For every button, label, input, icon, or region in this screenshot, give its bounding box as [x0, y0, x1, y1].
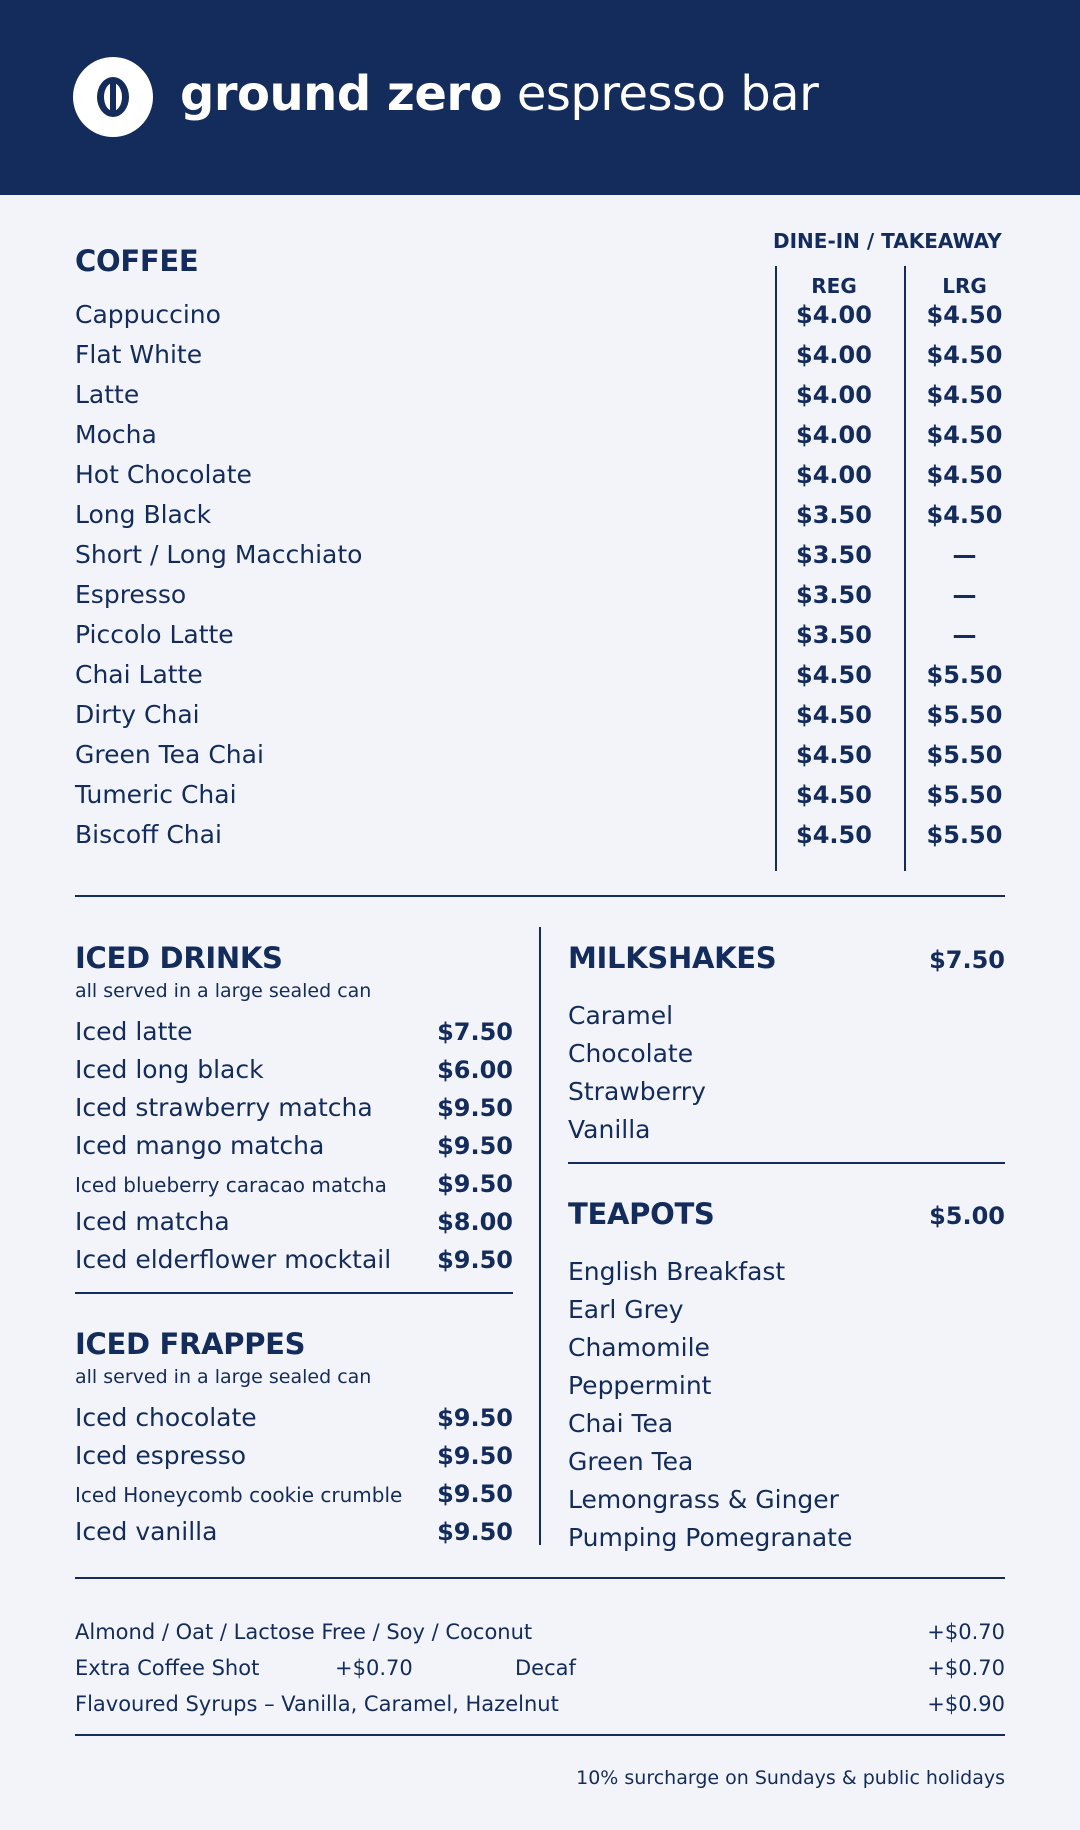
iced-drink-price: $8.00 [437, 1208, 513, 1236]
coffee-item-lrg-price: — [952, 621, 977, 649]
iced-drink-name: Iced matcha [75, 1207, 230, 1236]
syrups-label: Flavoured Syrups – Vanilla, Caramel, Hazelnut [75, 1692, 559, 1716]
coffee-item-reg-price: $4.00 [796, 341, 872, 369]
coffee-item-lrg-price: $4.50 [926, 421, 1003, 449]
coffee-item-lrg-price: $4.50 [926, 301, 1003, 329]
coffee-title: COFFEE [75, 244, 199, 278]
coffee-item-name: Espresso [75, 580, 187, 609]
coffee-item-lrg-price: $5.50 [926, 781, 1003, 809]
coffee-item-name: Short / Long Macchiato [75, 540, 363, 569]
extra-shot-label: Extra Coffee Shot [75, 1656, 260, 1680]
milkshakes-title: MILKSHAKES [568, 941, 777, 975]
teapots-price: $5.00 [929, 1202, 1005, 1230]
iced-frappe-price: $9.50 [437, 1518, 513, 1546]
milkshake-item: Strawberry [568, 1077, 706, 1106]
coffee-item-name: Long Black [75, 500, 212, 529]
teapot-item: Lemongrass & Ginger [568, 1485, 839, 1514]
coffee-item-lrg-price: $4.50 [926, 501, 1003, 529]
extra-shot-price: +$0.70 [335, 1656, 413, 1680]
iced-drink-price: $6.00 [437, 1056, 513, 1084]
coffee-col-divider-left [775, 266, 777, 871]
coffee-item-lrg-price: — [952, 541, 977, 569]
iced-drink-price: $9.50 [437, 1094, 513, 1122]
iced-drinks-title: ICED DRINKS [75, 941, 283, 975]
coffee-item-name: Chai Latte [75, 660, 203, 689]
milkshakes-price: $7.50 [929, 946, 1005, 974]
syrups-price: +$0.90 [927, 1692, 1005, 1716]
iced-drink-name: Iced elderflower mocktail [75, 1245, 392, 1274]
coffee-item-name: Tumeric Chai [75, 780, 237, 809]
milk-options-price: +$0.70 [927, 1620, 1005, 1644]
coffee-item-reg-price: $4.50 [796, 781, 872, 809]
coffee-item-lrg-price: $4.50 [926, 461, 1003, 489]
milkshake-item: Caramel [568, 1001, 674, 1030]
divider-iced-drinks [75, 1292, 513, 1294]
coffee-item-lrg-price: $5.50 [926, 821, 1003, 849]
iced-drink-price: $7.50 [437, 1018, 513, 1046]
coffee-item-lrg-price: $4.50 [926, 381, 1003, 409]
teapot-item: English Breakfast [568, 1257, 786, 1286]
coffee-item-lrg-price: $5.50 [926, 661, 1003, 689]
coffee-item-lrg-price: $4.50 [926, 341, 1003, 369]
coffee-item-reg-price: $4.00 [796, 301, 872, 329]
surcharge-note: 10% surcharge on Sundays & public holidays [576, 1767, 1005, 1789]
iced-drink-name: Iced mango matcha [75, 1131, 325, 1160]
iced-drink-name: Iced long black [75, 1055, 264, 1084]
iced-drink-price: $9.50 [437, 1170, 513, 1198]
iced-frappe-name: Iced Honeycomb cookie crumble [75, 1483, 403, 1507]
brand-tagline: espresso bar [516, 66, 819, 122]
teapot-item: Pumping Pomegranate [568, 1523, 853, 1552]
divider-extras [75, 1734, 1005, 1736]
coffee-item-reg-price: $4.00 [796, 381, 872, 409]
coffee-item-name: Flat White [75, 340, 203, 369]
coffee-item-reg-price: $4.50 [796, 701, 872, 729]
coffee-item-reg-price: $3.50 [796, 621, 872, 649]
coffee-item-reg-price: $3.50 [796, 501, 872, 529]
teapots-title: TEAPOTS [568, 1197, 715, 1231]
coffee-item-reg-price: $3.50 [796, 541, 872, 569]
dine-in-takeaway-label: DINE-IN / TAKEAWAY [773, 229, 1002, 253]
decaf-label: Decaf [515, 1656, 576, 1680]
coffee-item-lrg-price: $5.50 [926, 701, 1003, 729]
iced-drink-name: Iced blueberry caracao matcha [75, 1173, 387, 1197]
coffee-item-reg-price: $4.00 [796, 421, 872, 449]
decaf-price: +$0.70 [927, 1656, 1005, 1680]
coffee-item-name: Green Tea Chai [75, 740, 264, 769]
divider-coffee [75, 895, 1005, 897]
coffee-item-reg-price: $3.50 [796, 581, 872, 609]
iced-drink-price: $9.50 [437, 1246, 513, 1274]
coffee-item-name: Biscoff Chai [75, 820, 222, 849]
coffee-item-name: Latte [75, 380, 140, 409]
milkshake-item: Vanilla [568, 1115, 651, 1144]
reg-label: REG [811, 274, 857, 298]
logo [73, 57, 153, 137]
iced-frappe-price: $9.50 [437, 1480, 513, 1508]
brand-title [180, 66, 818, 122]
teapot-item: Chai Tea [568, 1409, 674, 1438]
iced-frappe-name: Iced vanilla [75, 1517, 218, 1546]
brand-name: ground zero [180, 66, 503, 122]
iced-drink-name: Iced strawberry matcha [75, 1093, 373, 1122]
coffee-item-reg-price: $4.50 [796, 661, 872, 689]
coffee-item-name: Piccolo Latte [75, 620, 234, 649]
teapot-item: Chamomile [568, 1333, 710, 1362]
milkshake-item: Chocolate [568, 1039, 694, 1068]
center-divider [539, 927, 541, 1545]
iced-drink-name: Iced latte [75, 1017, 193, 1046]
divider-main [75, 1577, 1005, 1579]
iced-frappe-name: Iced chocolate [75, 1403, 257, 1432]
coffee-item-reg-price: $4.50 [796, 821, 872, 849]
coffee-item-lrg-price: $5.50 [926, 741, 1003, 769]
coffee-item-name: Mocha [75, 420, 157, 449]
iced-drink-price: $9.50 [437, 1132, 513, 1160]
teapot-item: Green Tea [568, 1447, 694, 1476]
teapot-item: Peppermint [568, 1371, 712, 1400]
coffee-item-lrg-price: — [952, 581, 977, 609]
coffee-bean-icon [73, 57, 153, 137]
header-banner [0, 0, 1080, 195]
iced-frappe-name: Iced espresso [75, 1441, 247, 1470]
coffee-col-divider-right [904, 266, 906, 871]
lrg-label: LRG [942, 274, 987, 298]
coffee-item-reg-price: $4.00 [796, 461, 872, 489]
iced-frappe-price: $9.50 [437, 1404, 513, 1432]
coffee-item-name: Hot Chocolate [75, 460, 252, 489]
coffee-item-name: Cappuccino [75, 300, 221, 329]
divider-milkshakes [568, 1162, 1005, 1164]
teapot-item: Earl Grey [568, 1295, 684, 1324]
iced-frappes-title: ICED FRAPPES [75, 1327, 306, 1361]
iced-frappes-subtitle: all served in a large sealed can [75, 1366, 372, 1388]
iced-frappe-price: $9.50 [437, 1442, 513, 1470]
iced-drinks-subtitle: all served in a large sealed can [75, 980, 372, 1002]
coffee-item-reg-price: $4.50 [796, 741, 872, 769]
coffee-item-name: Dirty Chai [75, 700, 200, 729]
milk-options-label: Almond / Oat / Lactose Free / Soy / Coconut [75, 1620, 533, 1644]
